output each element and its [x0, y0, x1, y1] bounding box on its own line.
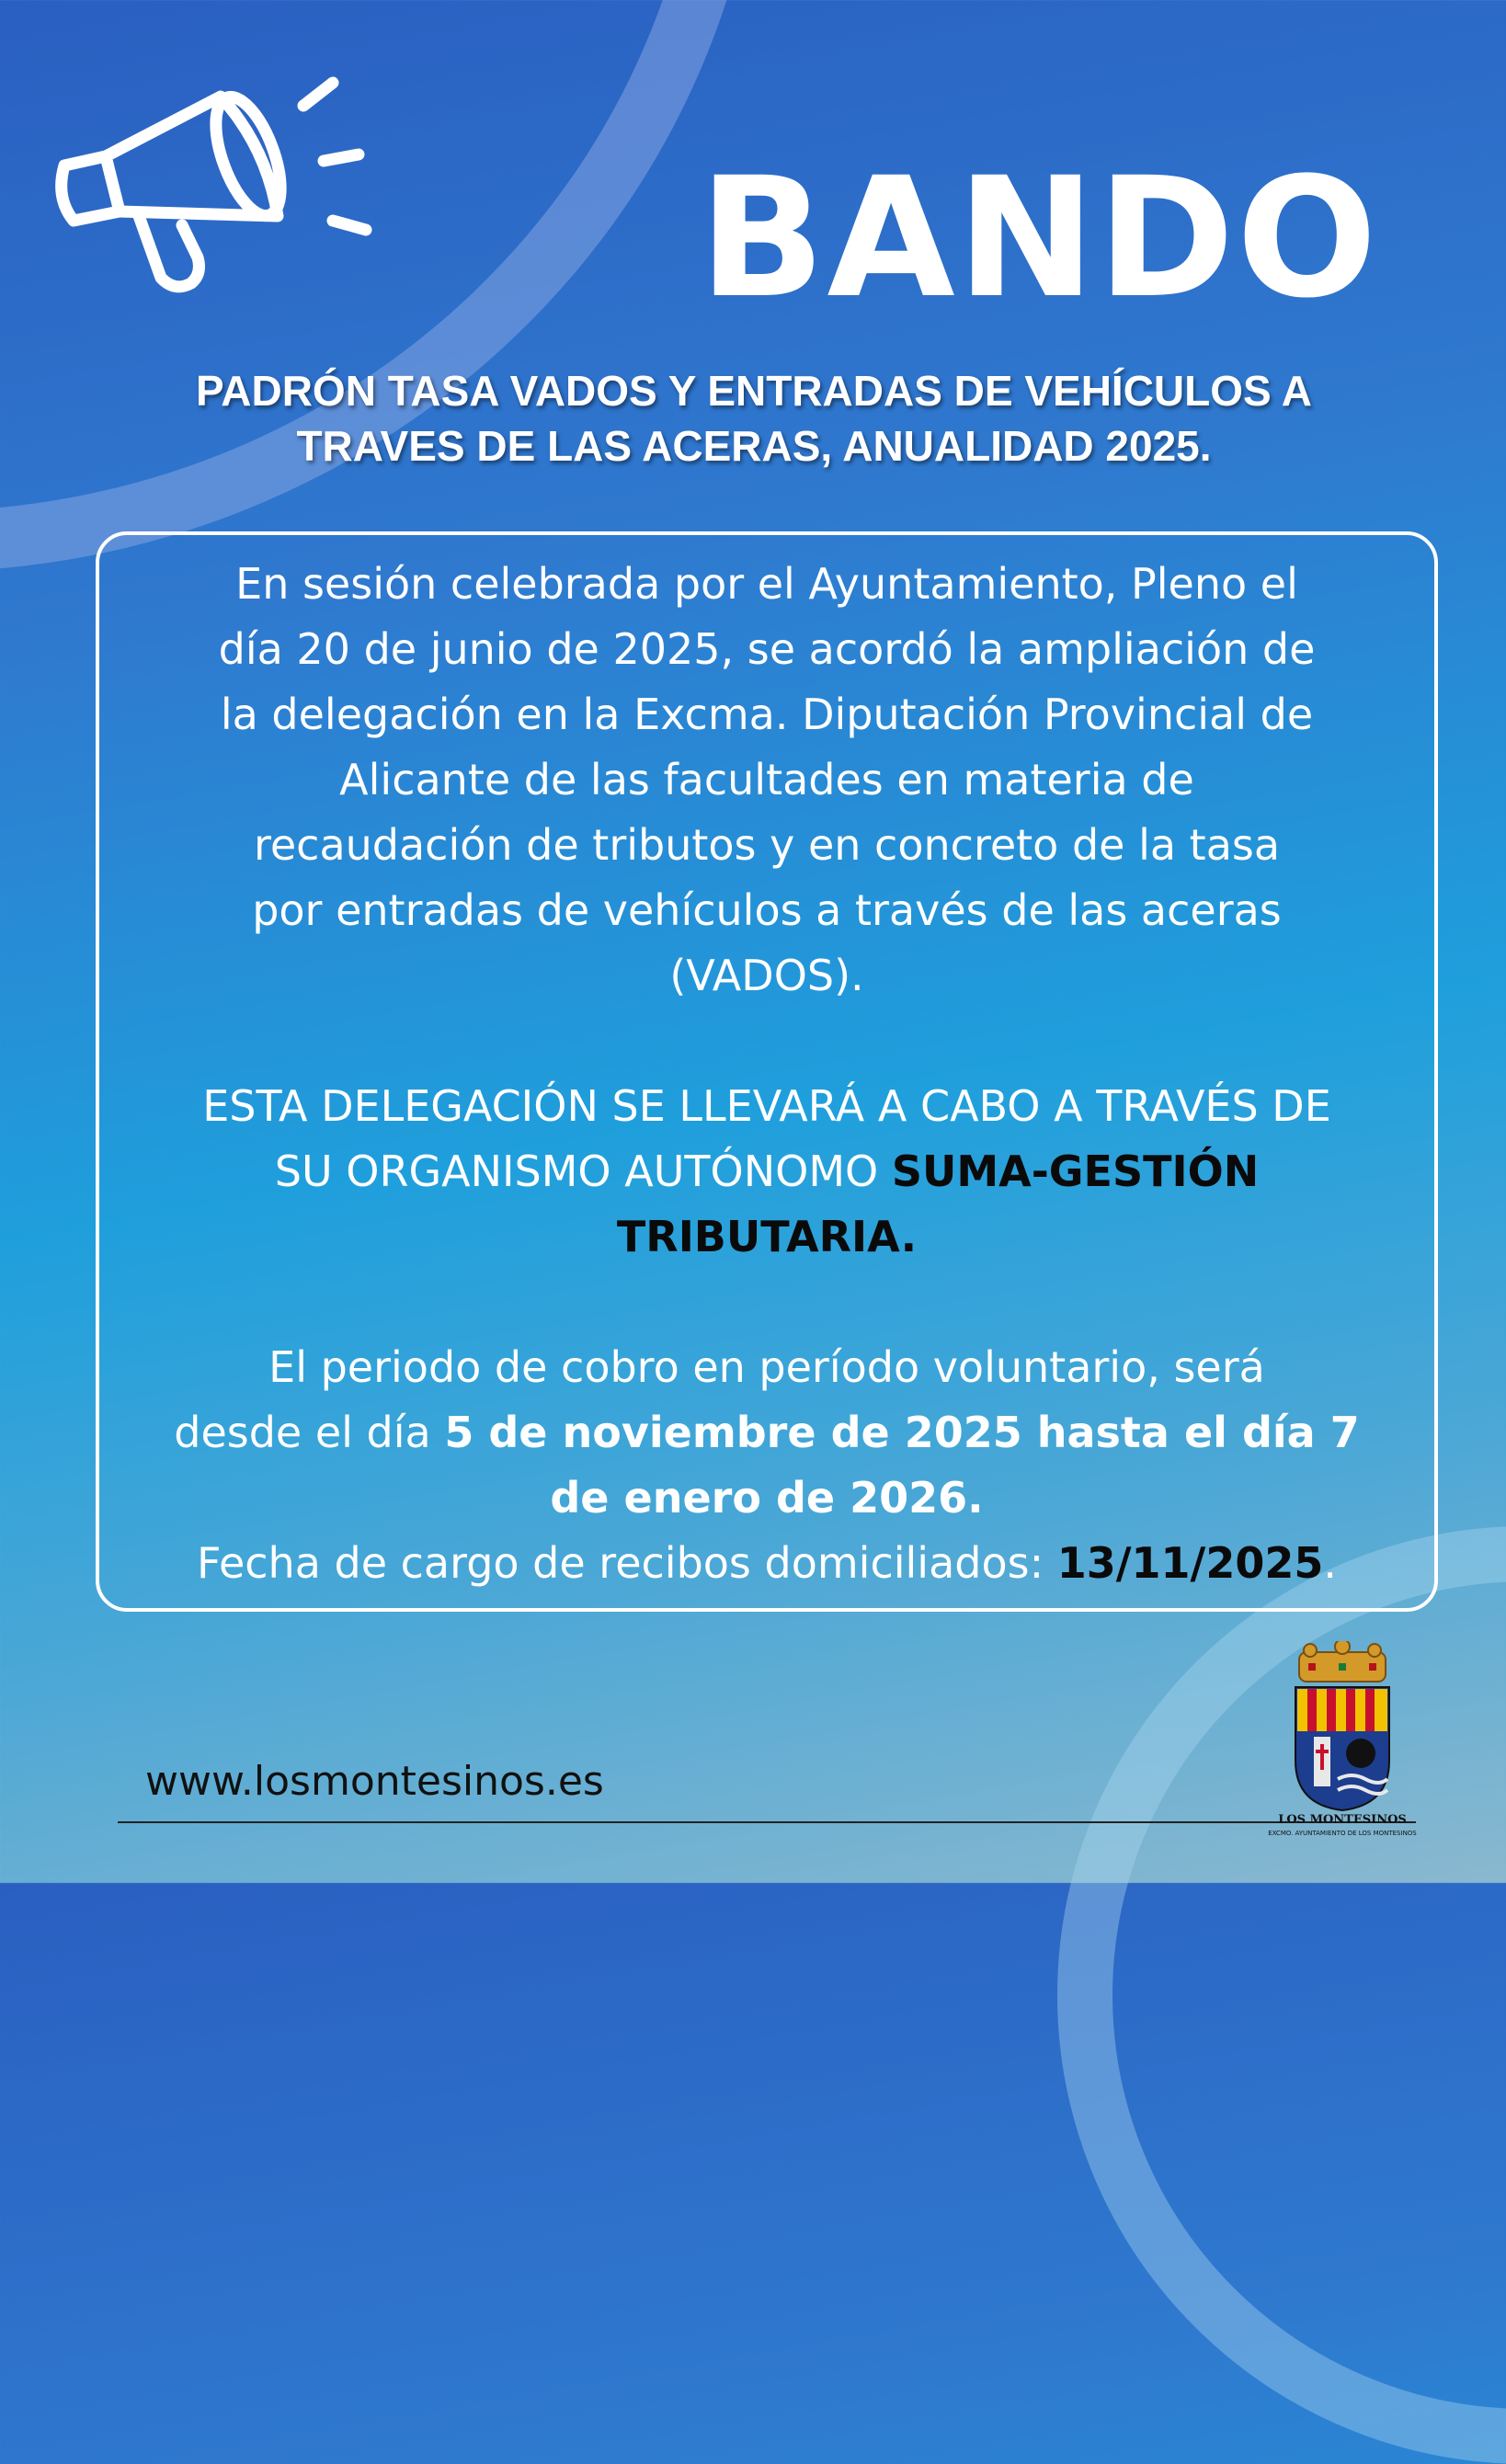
- notice-body: [103, 552, 1431, 1596]
- period-prefix: desde el día: [174, 1408, 445, 1457]
- paragraph-line: En sesión celebrada por el Ayuntamiento, Pleno el: [235, 559, 1298, 609]
- paragraph-line: El periodo de cobro en período voluntario, será: [268, 1342, 1265, 1392]
- paragraph-line: por entradas de vehículos a través de las aceras: [252, 885, 1282, 935]
- organism-name: SUMA-GESTIÓN: [891, 1146, 1260, 1196]
- notice-subtitle: [101, 363, 1407, 473]
- paragraph-line: TRIBUTARIA.: [616, 1212, 918, 1261]
- paragraph-line: recaudación de tributos y en concreto de la tasa: [253, 820, 1281, 870]
- footer-divider: [118, 1821, 1416, 1823]
- subtitle-line-2: TRAVES DE LAS ACERAS, ANUALIDAD 2025.: [296, 422, 1212, 470]
- megaphone-icon: [37, 37, 386, 313]
- website-link[interactable]: www.losmontesinos.es: [145, 1758, 604, 1805]
- paragraph-line: [103, 1531, 1431, 1596]
- crest-subtitle: EXCMO. AYUNTAMIENTO DE LOS MONTESINOS: [1268, 1830, 1417, 1837]
- paragraph-line: ESTA DELEGACIÓN SE LLEVARÁ A CABO A TRAVÉS DE: [202, 1081, 1331, 1131]
- paragraph-line: [103, 1139, 1431, 1204]
- paragraph-line: (VADOS).: [669, 951, 864, 1000]
- period-dates: 5 de noviembre de 2025 hasta el día 7: [444, 1408, 1360, 1457]
- paragraph-line: día 20 de junio de 2025, se acordó la ampliación de: [218, 624, 1316, 674]
- organism-prefix: SU ORGANISMO AUTÓNOMO: [274, 1146, 892, 1196]
- coat-of-arms-icon: [1283, 1641, 1402, 1816]
- page-title: BANDO: [699, 143, 1379, 335]
- charge-date-suffix: .: [1323, 1538, 1337, 1588]
- paragraph-line: Alicante de las facultades en materia de: [339, 755, 1194, 804]
- paragraph-line: de enero de 2026.: [550, 1473, 984, 1523]
- decorative-arc-bottom: [1057, 1526, 1506, 2464]
- subtitle-line-1: PADRÓN TASA VADOS Y ENTRADAS DE VEHÍCULOS A: [195, 367, 1312, 415]
- crest-name: LOS MONTESINOS: [1278, 1813, 1407, 1827]
- charge-date-label: Fecha de cargo de recibos domiciliados:: [197, 1538, 1057, 1588]
- paragraph-line: la delegación en la Excma. Diputación Provincial de: [220, 690, 1314, 739]
- charge-date: 13/11/2025: [1056, 1538, 1324, 1588]
- paragraph-line: [103, 1400, 1431, 1466]
